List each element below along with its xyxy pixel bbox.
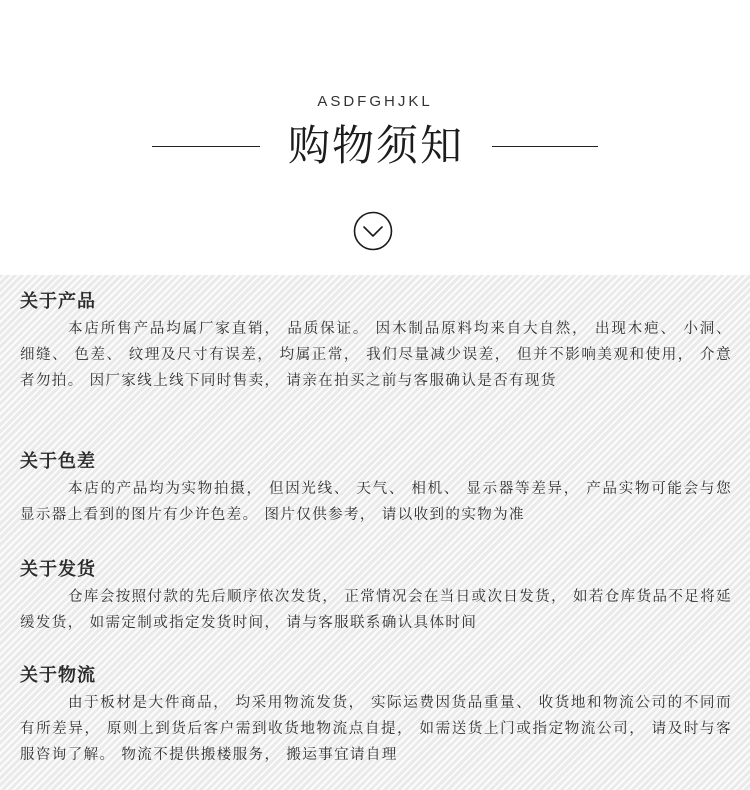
- title-divider-right: [492, 146, 598, 147]
- section-title: 关于色差: [20, 451, 96, 472]
- section-title: 关于物流: [20, 665, 96, 686]
- header-subtitle: ASDFGHJKL: [317, 93, 433, 110]
- section-body: 本店的产品均为实物拍摄， 但因光线、 天气、 相机、 显示器等差异， 产品实物可能会与您显示器上看到的图片有少许色差。 图片仅供参考， 请以收到的实物为准: [20, 481, 732, 523]
- section-color-difference: [20, 451, 732, 528]
- section-body: 由于板材是大件商品， 均采用物流发货， 实际运费因货品重量、 收货地和物流公司的不同而有所差异， 原则上到货后客户需到收货地物流点自提， 如需送货上门或指定物流公司， 请及时与客服咨询了解。 物流不提供搬楼服务， 搬运事宜请自理: [20, 695, 732, 763]
- chevron-down-circle-icon: [353, 211, 393, 251]
- title-row: [0, 118, 750, 174]
- section-body: 仓库会按照付款的先后顺序依次发货， 正常情况会在当日或次日发货， 如若仓库货品不足将延缓发货， 如需定制或指定发货时间， 请与客服联系确认具体时间: [20, 589, 732, 631]
- notice-content: [0, 275, 750, 790]
- section-shipping: [20, 559, 732, 636]
- page-title: 购物须知: [287, 121, 464, 170]
- section-logistics: [20, 665, 732, 768]
- section-product: [20, 291, 732, 394]
- section-title: 关于产品: [20, 291, 96, 312]
- section-body: 本店所售产品均属厂家直销， 品质保证。 因木制品原料均来自大自然， 出现木疤、 小洞、 细缝、 色差、 纹理及尺寸有误差， 均属正常， 我们尽量减少误差， 但并不影响美观和使用， 介意者勿拍。 因厂家线上线下同时售卖， 请亲在拍买之前与客服确认是否有现货: [20, 321, 732, 389]
- section-title: 关于发货: [20, 559, 96, 580]
- title-divider-left: [152, 146, 260, 147]
- header: [0, 0, 750, 275]
